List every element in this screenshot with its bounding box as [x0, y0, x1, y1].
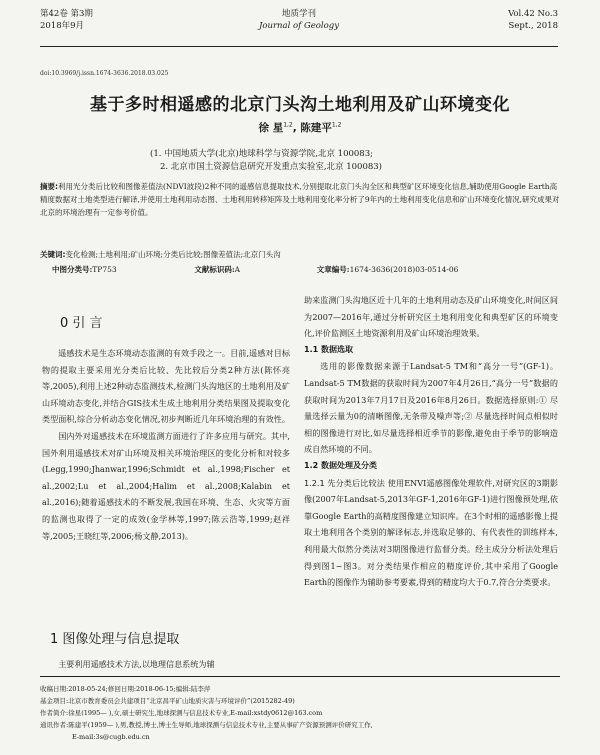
- right-column: [304, 292, 558, 591]
- section-0-body: [42, 345, 290, 544]
- section-1-heading: 1 图像处理与信息提取: [50, 632, 180, 647]
- footnote-fund: 基金项目:北京市教育委员会共建项目“北京昌平矿山地质灾害与环境评价”(2015282-49): [40, 697, 295, 705]
- header-date-en: Sept., 2018: [508, 21, 558, 31]
- header-rule: [40, 46, 558, 47]
- section-0-para-1: 遥感技术是生态环境动态监测的有效手段之一。目前,遥感对目标物的提取主要采用光分类后比较、先比较后分类2种方法(陈怀亮等,2005),利用上述2种动态监测技术,检测门头沟地区的土地利用及矿山环境动态变化,并结合GIS技术生成土地利用分类结果图及提取变化类型面积,综合分析动态变化情况,初步判断近几年环境治理的有效性。: [42, 348, 290, 425]
- header-journal-en: Journal of Geology: [258, 21, 339, 31]
- keywords-text: 变化检测;土地利用;矿山环境;分类后比较;图像差值法;北京门头沟: [65, 250, 281, 259]
- affiliation-2: 2. 北京市国土资源信息研究开发重点实验室,北京 100083): [160, 162, 382, 172]
- doc-code-label: 文献标识码:: [194, 265, 235, 274]
- header-right: [508, 8, 558, 32]
- header-volume-cn: 第42卷 第3期: [40, 9, 93, 19]
- abstract-text: 利用光分类后比较和图像差值法(NDVI波段)2种不同的遥感信息提取技术,分别提取北京门头沟全区和典型矿区环境变化信息,辅助使用Google Earth高精度数据对土地类型进行解译,并使用土地利用动态图、土地利用转移矩阵及土地利用变化率分析了9年内的土地利用变化信息和矿山环境变化情况,研究成果对北京的环境治理有一定参考价值。: [40, 182, 560, 217]
- footnote: [40, 676, 560, 743]
- author-1-affil: 1,2: [283, 121, 293, 129]
- article-no-label: 文章编号:: [316, 265, 350, 274]
- abstract: [40, 180, 560, 219]
- subsection-1-1-body: 选用的影像数据来源于Landsat-5 TM和“高分一号”(GF-1)。Landsat-5 TM数据的获取时间为2007年4月26日,“高分一号”数据的获取时间为2013年7月17日及2016年8月26日。数据选择原则:① 尽量选择云量为0的清晰图像,无条带及噪声等;② 尽量选择时间点相似时相的图像进行对比,如尽量选择相近季节的影像,避免由于季节的影响造成自然环境的不同。: [304, 361, 558, 455]
- paper-title: 基于多时相遥感的北京门头沟土地利用及矿山环境变化: [90, 95, 510, 115]
- author-line: 徐 星$^{1,2}$, 陈建平$^{1,2}$: [258, 121, 342, 134]
- doc-code-value: A: [234, 265, 241, 274]
- subsection-1-2-1-body: 使用ENVI遥感图像处理软件,对研究区的3期影像(2007年Landsat-5,2013年GF-1,2016年GF-1)进行图像预处理,依靠Google Earth的高精度图像建立知识库。在3个时相的遥感影像上提取土地利用各个类别的解译标志,并选取足够的、有代表性的训练样本,利用最大似然分类法对3期图像进行监督分类。经主成分分析法处理后得到图1~图3。对分类结果作相应的精度评价,其中采用了Google Earth的图像作为辅助参考要素,得到的精度均大于0.7,符合分类要求。: [304, 477, 559, 588]
- affiliation-1: (1. 中国地质大学(北京)地球科学与资源学院,北京 100083;: [150, 149, 373, 159]
- header-journal-cn: 地质学刊: [281, 9, 316, 19]
- section-1-body: [42, 656, 290, 673]
- doi: doi:10.3969/j.issn.1674-3636.2018.03.025: [40, 70, 169, 77]
- subsection-1-1-heading: 1.1 数据选取: [304, 344, 353, 354]
- running-header: [40, 8, 558, 48]
- abstract-label: 摘要:: [40, 182, 58, 191]
- subsection-1-2-heading: 1.2 数据处理及分类: [304, 460, 377, 470]
- keywords: [40, 248, 560, 261]
- clc-value: TP753: [92, 265, 117, 274]
- clc-label: 中图分类号:: [52, 265, 93, 274]
- section-0-heading: 0 引 言: [60, 316, 103, 331]
- author-1: 徐 星: [258, 122, 284, 134]
- keywords-label: 关键词:: [40, 250, 66, 259]
- article-no-value: 1674-3636(2018)03-0514-06: [349, 265, 459, 274]
- author-2: 陈建平: [300, 122, 332, 134]
- classification-line: [52, 264, 458, 275]
- header-date-cn: 2018年9月: [40, 21, 85, 31]
- footnote-author-1: 作者简介:徐星(1995— ),女,硕士研究生,地球探测与信息技术专业,E-mail:xstdy0612@163.com: [40, 709, 323, 717]
- footnote-author-2-email: E-mail:3s@cugb.edu.cn: [72, 733, 150, 741]
- header-center: [40, 8, 558, 32]
- footnote-rule: [40, 676, 560, 677]
- author-2-affil: 1,2: [331, 121, 342, 129]
- section-1-para-1: 主要利用遥感技术方法,以地理信息系统为辅: [58, 659, 215, 669]
- header-volume-en: Vol.42 No.3: [508, 9, 558, 19]
- subsection-1-2-1-label: 1.2.1 先分类后比较法: [304, 477, 386, 488]
- section-0-para-2: 国内外对遥感技术在环境监测方面进行了许多应用与研究。其中,国外利用遥感技术对矿山环境及相关环境治理区的变化分析和对较多(Legg,1990;Jhanwar,1996;Schmidt et al.,1998;Fischer et al.,2002;Lu et al.,2004;Halim et al.,2008;Kalabin et al.,2016);随着遥感技术的不断发展,我国在环境、生态、火灾等方面的监测也取得了一定的成效(金学林等,1997;陈云浩等,1999;赵祥等,2005;王晓红等,2006;杨文静,2013)。: [42, 430, 290, 541]
- section-0-continued: 助来监测门头沟地区近十几年的土地利用动态及矿山环境变化,时间区间为2007—2016年,通过分析研究区土地利用变化和典型矿区的环境变化,评价监测区土地资源利用及矿山环境治理效果。: [304, 295, 558, 339]
- footnote-received: 收稿日期:2018-05-24;修回日期:2018-06-15;编辑:陆李萍: [40, 685, 211, 693]
- footnote-author-2: 通讯作者:陈建平(1959— ),男,教授,博士,博士生导师,地球探测与信息技术专业,主要从事矿产资源预测评价研究工作,: [40, 721, 373, 729]
